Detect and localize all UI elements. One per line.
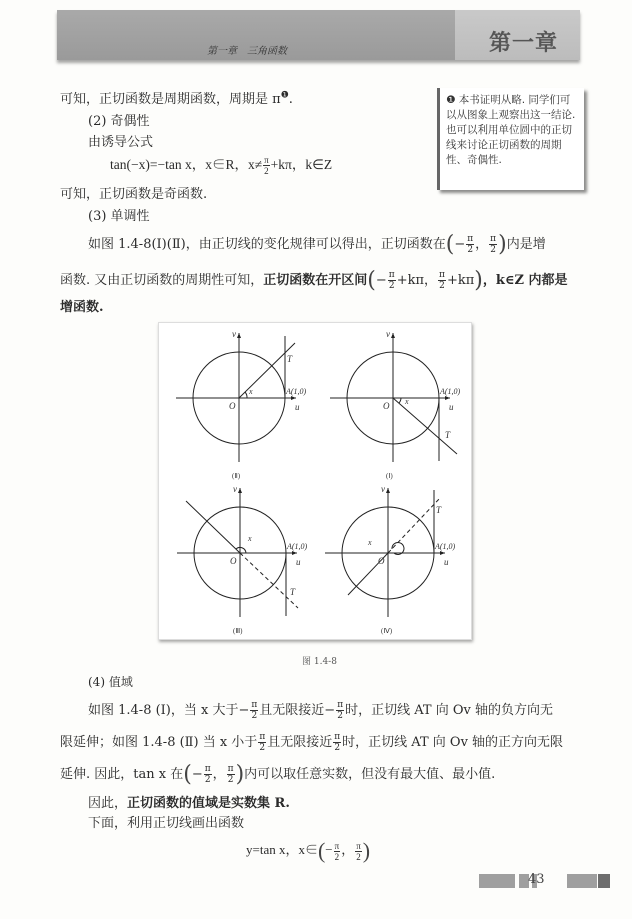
footnote-mark[interactable]: ❶ <box>280 90 289 101</box>
point-t-label: T <box>436 505 442 515</box>
point-a-label: A(1,0) <box>287 542 308 551</box>
section-heading-range: (4) 值域 <box>88 675 133 689</box>
arrow-icon <box>238 488 242 493</box>
point-t-label: T <box>287 354 293 364</box>
paren: ( <box>445 232 455 257</box>
text: 时，正切线 AT 向 Ov 轴的负方向无 <box>345 703 554 718</box>
next-step-text: 下面，利用正切线画出函数 <box>88 816 245 831</box>
fraction <box>466 234 474 255</box>
fraction <box>489 234 497 255</box>
bold-text: 正切函数在开区间 <box>263 273 368 288</box>
panel-label: (Ⅱ) <box>232 472 241 480</box>
range-line-1 <box>88 699 553 721</box>
angle-x-label: x <box>405 397 409 406</box>
arrow-icon <box>291 396 296 400</box>
u-axis-label: u <box>444 557 449 567</box>
denominator: 2 <box>251 711 258 721</box>
v-axis-label: v <box>232 329 236 339</box>
paren: ( <box>367 268 376 293</box>
origin-label: O <box>378 556 385 566</box>
fraction <box>333 732 341 753</box>
origin-label: O <box>229 401 236 411</box>
numerator: π <box>439 270 445 280</box>
text: 且无限接近− <box>259 703 336 718</box>
text: 时，正切线 AT 向 Ov 轴的正方向无限 <box>342 735 564 750</box>
text: 因此， <box>88 796 128 811</box>
text: 如图 1.4-8 (Ⅰ)，当 x 大于− <box>88 703 250 718</box>
fraction <box>438 270 446 291</box>
text: 函数. 又由正切函数的周期性可知， <box>60 273 264 288</box>
point-a-label: A(1,0) <box>286 387 307 396</box>
periodicity-conclusion <box>60 88 293 107</box>
arrow-icon <box>440 551 445 555</box>
arrow-icon <box>445 396 450 400</box>
footer-decoration <box>567 874 597 888</box>
arrow-icon <box>391 333 395 338</box>
numerator: π <box>337 700 344 710</box>
formula-part: tan(−x)=−tan x，x∈R，x≠ <box>110 157 263 172</box>
fraction <box>204 764 212 785</box>
fraction <box>334 841 341 862</box>
fraction <box>388 270 396 291</box>
numerator: π <box>490 234 497 244</box>
arrow-icon <box>237 333 241 338</box>
odd-function-formula <box>110 153 332 176</box>
text: − <box>375 273 387 288</box>
terminal-side-extension <box>240 553 298 608</box>
section-heading-monotonicity: (3) 单调性 <box>88 209 150 224</box>
section-heading-parity: (2) 奇偶性 <box>88 114 150 129</box>
origin-label: O <box>383 401 390 411</box>
denominator: 2 <box>467 245 474 255</box>
text: 如图 1.4-8(Ⅰ)(Ⅱ)，由正切线的变化规律可以得出，正切函数在 <box>88 237 446 252</box>
page-number: 43 <box>528 872 545 887</box>
footer-decoration <box>479 874 515 888</box>
sidebar-footnote: ❶ 本书证明从略. 同学们可以从图象上观察出这一结论. 也可以利用单位圆中的正切线来讨论正切函数的周期性、奇偶性. <box>437 88 584 190</box>
chapter-badge: 第一章 <box>488 31 558 56</box>
paren: ) <box>498 232 507 257</box>
numerator: π <box>356 840 361 851</box>
fraction <box>258 732 266 753</box>
point-a-label: A(1,0) <box>435 542 456 551</box>
denominator: 2 <box>490 245 496 255</box>
chapter-header-band <box>57 10 580 60</box>
denominator: 2 <box>337 711 344 721</box>
text: − <box>454 237 466 252</box>
point-t-label: T <box>290 587 296 597</box>
terminal-side-extension <box>388 498 440 553</box>
point-t-label: T <box>445 430 451 440</box>
denominator: 2 <box>227 775 234 785</box>
angle-arc <box>245 392 247 398</box>
arrow-icon <box>386 488 390 493</box>
text: . <box>288 92 293 107</box>
footer-decoration <box>598 874 610 888</box>
text: ， <box>475 237 489 252</box>
u-axis-label: u <box>295 402 300 412</box>
range-line-3 <box>60 762 495 787</box>
paren: ) <box>235 762 245 787</box>
text: ， <box>212 767 226 782</box>
terminal-side-ray <box>393 398 457 454</box>
numerator: π <box>467 234 474 244</box>
text: 且无限接近 <box>267 735 333 750</box>
numerator: π <box>388 270 395 280</box>
figure-unit-circle-tangent-lines <box>158 322 472 640</box>
denominator: 2 <box>334 743 341 753</box>
formula-part: y=tan x，x∈ <box>246 841 318 857</box>
origin-label: O <box>230 556 237 566</box>
panel-label: (Ⅰ) <box>386 472 393 480</box>
panel-label: (Ⅲ) <box>233 627 243 635</box>
v-axis-label: v <box>233 484 237 494</box>
v-axis-label: v <box>381 484 385 494</box>
bold-text: 正切函数的值域是实数集 R. <box>127 796 290 811</box>
v-axis-label: v <box>386 329 390 339</box>
text: +kπ <box>396 273 425 288</box>
text: 可知，正切函数是周期函数，周期是 π <box>60 92 281 107</box>
fraction <box>227 764 235 785</box>
terminal-side-ray <box>186 501 240 553</box>
numerator: π <box>334 840 340 851</box>
range-conclusion <box>88 792 290 811</box>
monotonicity-line-2 <box>60 268 568 293</box>
text: ， <box>424 273 438 288</box>
paren: ( <box>317 838 326 863</box>
text: +kπ <box>446 273 475 288</box>
numerator: π <box>227 764 234 774</box>
angle-x-label: x <box>368 538 372 547</box>
fraction <box>355 841 362 862</box>
angle-x-label: x <box>249 387 253 396</box>
formula-part: +kπ，k∈Z <box>270 157 333 172</box>
denominator: 2 <box>204 775 211 785</box>
text: 限延伸；如图 1.4-8 (Ⅱ) 当 x 小于 <box>60 735 258 750</box>
denominator: 2 <box>356 851 361 862</box>
denominator: 2 <box>334 851 340 862</box>
figure-caption: 图 1.4-8 <box>302 657 337 667</box>
u-axis-label: u <box>449 402 454 412</box>
denominator: 2 <box>439 281 445 291</box>
fraction <box>250 700 258 721</box>
bold-text: ，k∈Z 内都是 <box>482 273 568 288</box>
text: − <box>325 841 333 857</box>
monotonicity-line-3: 增函数. <box>60 300 104 315</box>
numerator: π <box>334 732 341 742</box>
denominator: 2 <box>259 743 266 753</box>
chapter-title: 第一章 三角函数 <box>207 46 287 57</box>
paren: ) <box>362 838 371 863</box>
tan-function-formula <box>246 838 370 864</box>
monotonicity-line-1 <box>88 232 546 257</box>
angle-x-label: x <box>248 534 252 543</box>
text: − <box>191 767 203 782</box>
fraction <box>336 700 344 721</box>
denominator: 2 <box>388 281 395 291</box>
numerator: π <box>251 700 258 710</box>
paren: ( <box>183 762 192 787</box>
text: ， <box>341 841 355 857</box>
figure-svg <box>159 323 471 639</box>
point-a-label: A(1,0) <box>440 387 461 396</box>
numerator: π <box>264 155 269 166</box>
text: 内是增 <box>506 237 546 252</box>
numerator: π <box>259 732 266 742</box>
fraction <box>263 155 270 176</box>
paren: ) <box>474 268 483 293</box>
denominator: 2 <box>264 166 269 177</box>
odd-function-conclusion: 可知，正切函数是奇函数. <box>60 187 208 202</box>
arrow-icon <box>292 551 297 555</box>
u-axis-label: u <box>296 557 301 567</box>
text: 延伸. 因此，tan x 在 <box>60 767 184 782</box>
range-line-2 <box>60 731 563 753</box>
panel-label: (Ⅳ) <box>381 627 393 635</box>
text: 内可以取任意实数，但没有最大值、最小值. <box>244 767 496 782</box>
angle-arc <box>399 398 401 403</box>
induction-formula-intro: 由诱导公式 <box>88 135 154 150</box>
numerator: π <box>204 764 211 774</box>
